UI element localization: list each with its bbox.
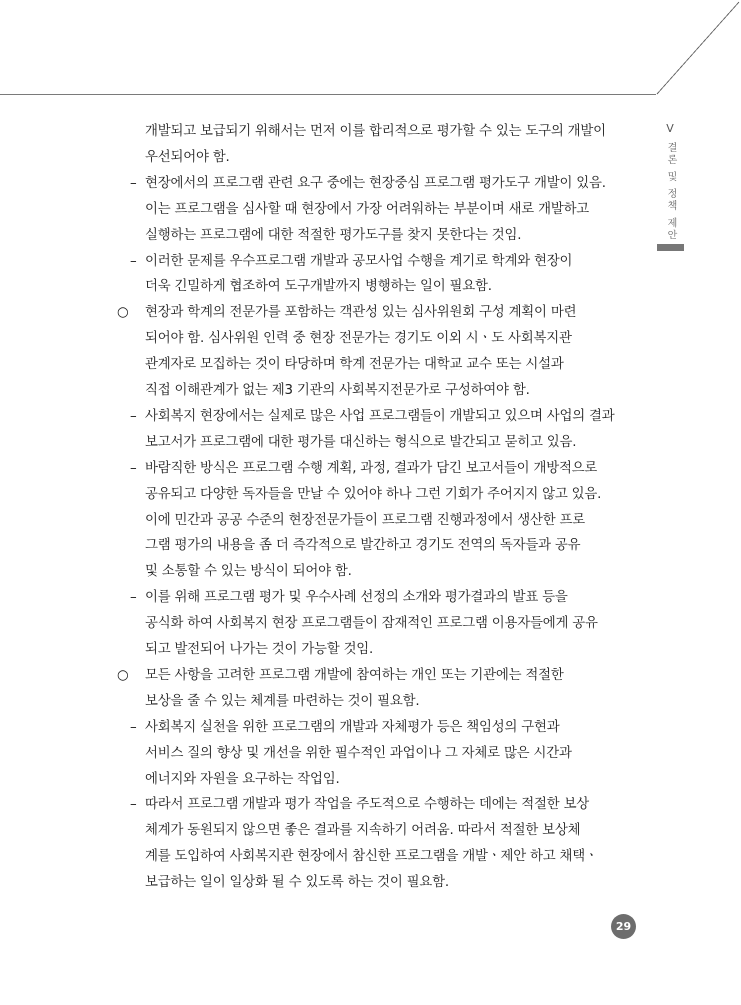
text-line: 사회복지 현장에서는 실제로 많은 사업 프로그램들이 개발되고 있으며 사업의 결과	[145, 408, 615, 424]
text-line: 이는 프로그램을 심사할 때 현장에서 가장 어려워하는 부분이며 새로 개발하고	[145, 201, 590, 217]
text-line: 실행하는 프로그램에 대한 적절한 평가도구를 찾지 못한다는 것임.	[145, 227, 522, 243]
text-line: 이러한 문제를 우수프로그램 개발과 공모사업 수행을 계기로 학계와 현장이	[145, 253, 573, 269]
bullet-dash: –	[130, 253, 137, 269]
page-corner-fold	[640, 0, 741, 95]
bullet-circle: ○	[117, 305, 129, 321]
text-line: 보고서가 프로그램에 대한 평가를 대신하는 형식으로 발간되고 묻히고 있음.	[145, 434, 577, 450]
bullet-circle: ○	[117, 667, 129, 683]
text-line: 보급하는 일이 일상화 될 수 있도록 하는 것이 필요함.	[145, 875, 449, 891]
text-line: 현장에서의 프로그램 관련 요구 중에는 현장중심 프로그램 평가도구 개발이 있음.	[145, 175, 606, 191]
text-line: 에너지와 자원을 요구하는 작업임.	[145, 771, 340, 787]
text-line: 관계자로 모집하는 것이 타당하며 학계 전문가는 대학교 교수 또는 시설과	[145, 357, 564, 373]
text-line: 체계가 동원되지 않으면 좋은 결과를 지속하기 어려움. 따라서 적절한 보상체	[145, 823, 581, 839]
text-line: 계를 도입하여 사회복지관 현장에서 참신한 프로그램을 개발ㆍ제안 하고 채택ㆍ	[145, 849, 598, 865]
text-line: 그램 평가의 내용을 좀 더 즉각적으로 발간하고 경기도 전역의 독자들과 공유	[145, 538, 581, 554]
text-line: 우선되어야 함.	[145, 149, 230, 165]
text-line: 및 소통할 수 있는 방식이 되어야 함.	[145, 564, 352, 580]
text-line: 직접 이해관계가 없는 제3 기관의 사회복지전문가로 구성하여야 함.	[145, 383, 530, 398]
text-line: 바람직한 방식은 프로그램 수행 계획, 과정, 결과가 담긴 보고서들이 개방적으로	[145, 460, 598, 476]
text-line: 더욱 긴밀하게 협조하여 도구개발까지 병행하는 일이 필요함.	[145, 279, 492, 295]
bullet-dash: –	[130, 590, 137, 606]
text-line: 현장과 학계의 전문가를 포함하는 객관성 있는 심사위원회 구성 계획이 마련	[145, 305, 577, 321]
text-line: 모든 사항을 고려한 프로그램 개발에 참여하는 개인 또는 기관에는 적절한	[145, 667, 564, 683]
bullet-dash: –	[130, 797, 137, 813]
text-line: 공유되고 다양한 독자들을 만날 수 있어야 하나 그런 기회가 주어지지 않고 있음.	[145, 486, 602, 502]
chapter-title: 결론 및 정책 제안	[665, 142, 676, 242]
text-line: 개발되고 보급되기 위해서는 먼저 이를 합리적으로 평가할 수 있는 도구의 개발이	[145, 124, 606, 139]
text-line: 사회복지 실천을 위한 프로그램의 개발과 자체평가 등은 책임성의 구현과	[145, 719, 560, 735]
text-line: 따라서 프로그램 개발과 평가 작업을 주도적으로 수행하는 데에는 적절한 보상	[145, 797, 590, 813]
header-rule	[0, 94, 656, 95]
page-number: 29	[611, 914, 636, 939]
text-line: 공식화 하여 사회복지 현장 프로그램들이 잠재적인 프로그램 이용자들에게 공유	[145, 616, 598, 632]
bullet-dash: –	[130, 460, 137, 476]
chapter-marker-bar	[657, 244, 684, 251]
bullet-dash: –	[130, 719, 137, 735]
chapter-number: V	[666, 122, 674, 135]
text-line: 되고 발전되어 나가는 것이 가능할 것임.	[145, 642, 374, 657]
chapter-side-tab	[657, 122, 683, 242]
text-line: 이에 민간과 공공 수준의 현장전문가들이 프로그램 진행과정에서 생산한 프로	[145, 512, 585, 528]
bullet-dash: –	[130, 408, 137, 424]
text-line: 서비스 질의 향상 및 개선을 위한 필수적인 과업이나 그 자체로 많은 시간과	[145, 745, 572, 761]
text-line: 보상을 줄 수 있는 체계를 마련하는 것이 필요함.	[145, 693, 420, 709]
bullet-dash: –	[130, 175, 137, 191]
text-line: 이를 위해 프로그램 평가 및 우수사례 선정의 소개와 평가결과의 발표 등을	[145, 590, 568, 606]
text-line: 되어야 함. 심사위원 인력 중 현장 전문가는 경기도 이외 시ㆍ도 사회복지관	[145, 331, 572, 347]
